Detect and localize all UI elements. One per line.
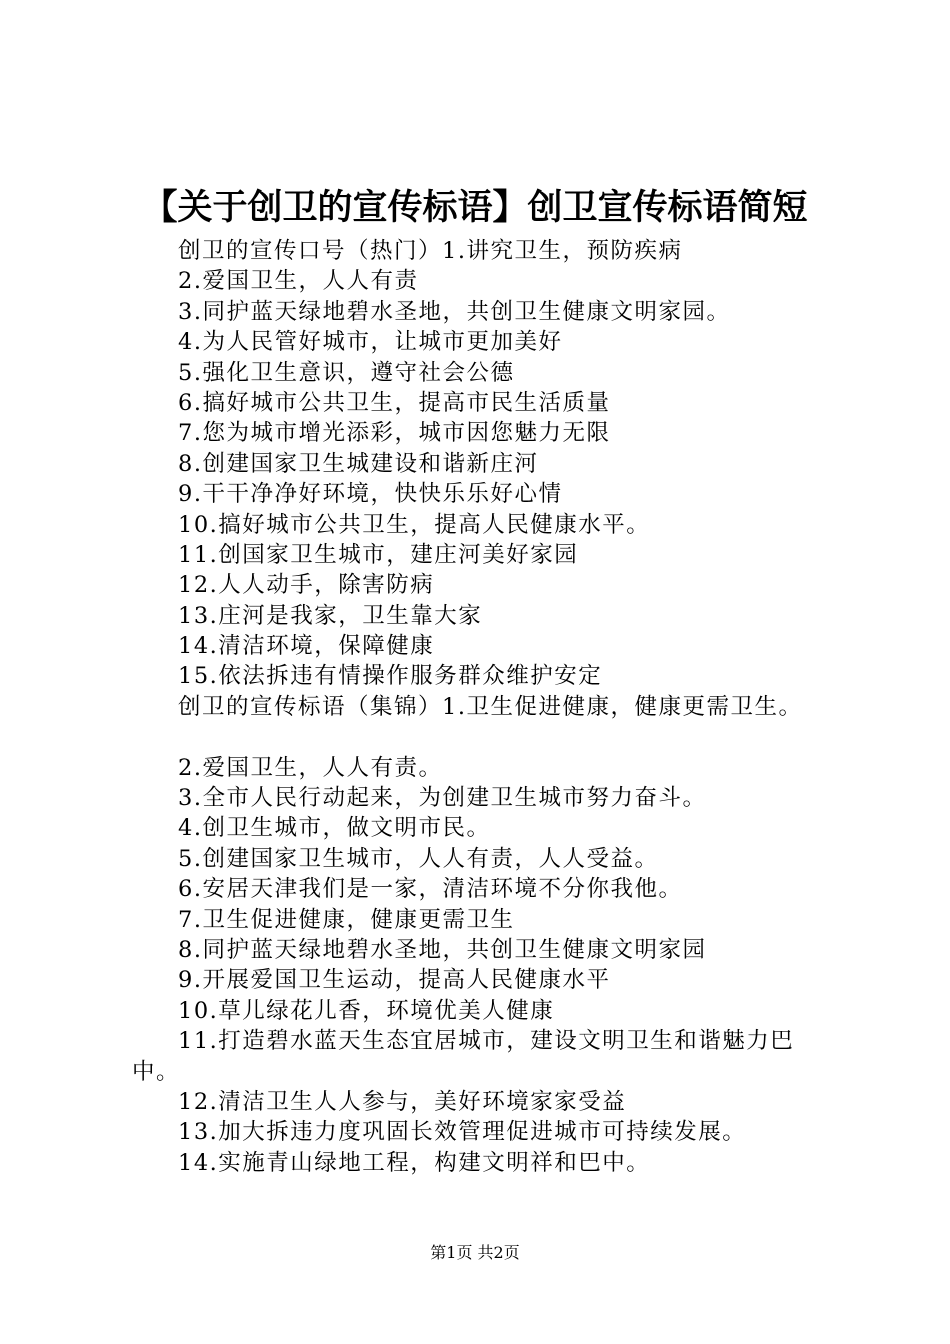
text-line: 中。 [132, 1058, 181, 1085]
text-line: 6.搞好城市公共卫生，提高市民生活质量 [178, 389, 611, 416]
text-line: 13.庄河是我家，卫生靠大家 [178, 602, 483, 629]
text-line: 5.强化卫生意识，遵守社会公德 [178, 359, 515, 386]
text-line: 2.爱国卫生，人人有责。 [178, 754, 443, 781]
text-line: 创卫的宣传口号（热门）1.讲究卫生，预防疾病 [178, 238, 683, 264]
text-line: 2.爱国卫生，人人有责 [178, 268, 419, 295]
text-line: 9.开展爱国卫生运动，提高人民健康水平 [178, 967, 611, 994]
text-line: 4.创卫生城市，做文明市民。 [178, 815, 491, 842]
text-line: 5.创建国家卫生城市，人人有责，人人受益。 [178, 845, 659, 872]
text-line: 3.同护蓝天绿地碧水圣地，共创卫生健康文明家园。 [178, 298, 731, 325]
text-line: 创卫的宣传标语（集锦）1.卫生促进健康，健康更需卫生。 [178, 693, 803, 720]
text-line: 3.全市人民行动起来，为创建卫生城市努力奋斗。 [178, 785, 707, 812]
text-line: 4.为人民管好城市，让城市更加美好 [178, 329, 563, 356]
text-line: 9.干干净净好环境，快快乐乐好心情 [178, 481, 563, 508]
document-body [132, 236, 852, 1178]
document-title: 【关于创卫的宣传标语】创卫宣传标语简短 [142, 187, 808, 228]
text-line: 10.草儿绿花儿香，环境优美人健康 [178, 997, 555, 1024]
text-line: 14.清洁环境，保障健康 [178, 633, 435, 660]
text-line: 15.依法拆违有情操作服务群众维护安定 [178, 663, 603, 690]
page-footer: 第1页 共2页 [430, 1243, 520, 1262]
text-line: 8.创建国家卫生城建设和谐新庄河 [178, 450, 539, 477]
text-line: 7.卫生促进健康，健康更需卫生 [178, 906, 515, 933]
text-line: 12.人人动手，除害防病 [178, 572, 435, 599]
text-line: 7.您为城市增光添彩，城市因您魅力无限 [178, 420, 611, 447]
text-line: 8.同护蓝天绿地碧水圣地，共创卫生健康文明家园 [178, 936, 707, 963]
text-line: 11.创国家卫生城市，建庄河美好家园 [178, 541, 579, 568]
text-line: 11.打造碧水蓝天生态宜居城市，建设文明卫生和谐魅力巴 [178, 1028, 795, 1055]
text-line: 12.清洁卫生人人参与，美好环境家家受益 [178, 1088, 627, 1115]
text-line: 6.安居天津我们是一家，清洁环境不分你我他。 [178, 876, 683, 903]
text-line: 10.搞好城市公共卫生，提高人民健康水平。 [178, 511, 651, 538]
blank-line [132, 722, 852, 752]
text-line: 13.加大拆违力度巩固长效管理促进城市可持续发展。 [178, 1119, 747, 1146]
text-line: 14.实施青山绿地工程，构建文明祥和巴中。 [178, 1149, 651, 1176]
